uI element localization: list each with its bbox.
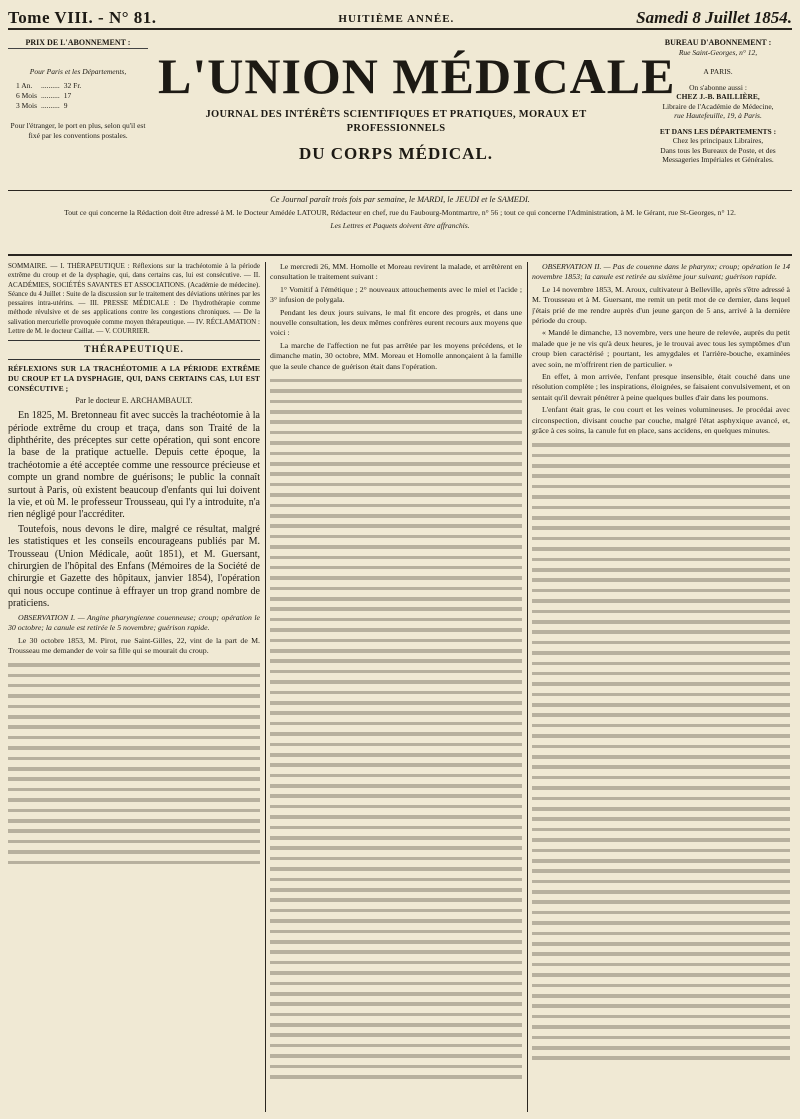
newspaper-subtitle-2: DU CORPS MÉDICAL. xyxy=(298,144,494,163)
office-line: Libraire de l'Académie de Médecine, xyxy=(662,101,774,111)
text-lines xyxy=(270,379,522,1079)
notice-schedule: Ce Journal paraît trois fois par semaine, le MARDI, le JEUDI et le SAMEDI. xyxy=(270,195,530,204)
masthead xyxy=(8,30,792,191)
article-paragraph: 1° Vomitif à l'émétique ; 2° nouveaux attouchements avec le miel et l'acide ; 3° infusion de polygala. xyxy=(270,284,522,305)
article-paragraph: Pendant les deux jours suivans, le mal fit encore des progrès, et dans une nouvelle consultation, les deux mêmes confrères eurent recours aux moyens que voici : xyxy=(270,307,522,338)
article-paragraph: Toutefois, nous devons le dire, malgré ce résultat, malgré les statistiques et les conseils encourageans publiés par M. Trousseau (Union Médicale, août 1851), et M. Guersant, chirurgien de l'hôpital des Enfans (Mémoires de la Société de chirurgie et Gazette des hôpitaux, janvier 1854), l'opération qui nous occupe continue à effrayer un trop grand nombre de praticiens. xyxy=(8,523,260,610)
column-2 xyxy=(270,262,522,1112)
article-paragraph: « Mandé le dimanche, 13 novembre, vers une heure de relevée, auprès du petit malade que je ne vis qu'à deux heures, je le trouvai avec tous les symptômes d'un croup bien caractérisé ; pourtant, les amygdales et l'arrière-bouche, examinées avec soin, ne m'offrirent rien de particulier. » xyxy=(532,328,790,369)
subscription-office xyxy=(644,38,792,165)
newspaper-page xyxy=(8,0,792,1119)
price-label: 3 Mois xyxy=(16,101,38,110)
section-heading: THÉRAPEUTIQUE. xyxy=(8,345,260,359)
title-block xyxy=(158,38,676,164)
publication-notice xyxy=(8,192,792,256)
notice-letters: Les Lettres et Paquets doivent être affranchis. xyxy=(330,221,470,230)
office-line: ET DANS LES DÉPARTEMENTS : xyxy=(659,126,777,136)
column-3 xyxy=(532,262,790,1112)
office-line: Chez les principaux Libraires, xyxy=(672,136,764,145)
prices-table xyxy=(16,81,85,111)
notice-addresses: Tout ce qui concerne la Rédaction doit être adressé à M. le Docteur Amédée LATOUR, Rédacteur en chef, rue du Faubourg-Montmartre, n° 56 ; tout ce qui concerne l'Administration, à M. le Gérant, rue St-Georges, n° 12. xyxy=(64,208,736,217)
article-byline: Par le docteur E. ARCHAMBAULT. xyxy=(75,395,193,405)
article-paragraph: En 1825, M. Bretonneau fit avec succès la trachéotomie à la période extrême du croup et traça, dans son Traité de la diphthérite, des préceptes sur cette opération, qui sont encore la base de la pratique actuelle. Depuis cette époque, la trachéotomie a été acceptée comme une ressource précieuse et compte un grand nombre de guérisons; le public la connaît surtout à Paris, où existent beaucoup d'enfants qui lui doivent la vie, et où M. le professeur Trousseau, qui l'y a introduite, n'a rien négligé pour l'accréditer. xyxy=(8,410,260,521)
price-value: 32 Fr. xyxy=(63,81,82,90)
office-heading: BUREAU D'ABONNEMENT : xyxy=(664,38,772,47)
article-paragraph: Le 14 novembre 1853, M. Aroux, cultivateur à Belleville, après s'être adressé à M. Trousseau et à M. Guersant, me remit un petit mot de ce dernier, dans lequel j'étais prié de me rendre auprès d'un jeune garçon de 5 ans, arrivé à la dernière période du croup. xyxy=(532,284,790,326)
office-line: CHEZ J.-B. BAILLIÈRE, xyxy=(676,92,760,101)
office-line: On s'abonne aussi : xyxy=(689,82,747,92)
column-1 xyxy=(8,262,260,1112)
article-paragraph: En effet, à mon arrivée, l'enfant presque insensible, était couché dans une résolution complète ; les inspirations, éloignées, se faisaient convulsivement, et on sentait qu'il devrait pénétrer à peine quelques bulles d'air dans les poumons. xyxy=(532,372,790,402)
column-rule xyxy=(265,262,266,1112)
article-paragraph: L'enfant était gras, le cou court et les veines volumineuses. Je procédai avec circonspection, divisant couche par couche, malgré l'état asphyxique avancé, et, grâce à ces soins, la canule fut en place, sans accidens, en quelques minutes. xyxy=(532,405,790,436)
newspaper-title: L'UNION MÉDICALE xyxy=(158,48,676,104)
office-city: A PARIS. xyxy=(703,67,733,76)
text-lines xyxy=(532,443,790,1060)
article-title: RÉFLEXIONS SUR LA TRACHÉOTOMIE A LA PÉRIODE EXTRÊME DU CROUP ET LA DYSPHAGIE, QUI, DANS CERTAINS CAS, LUI EST CONSÉCUTIVE ; xyxy=(8,363,260,393)
prices-heading: PRIX DE L'ABONNEMENT : xyxy=(8,38,148,49)
office-line: Messageries Impériales et Générales. xyxy=(662,155,774,164)
price-value: 9 xyxy=(63,101,68,110)
newspaper-subtitle: JOURNAL DES INTÉRÊTS SCIENTIFIQUES ET PRATIQUES, MORAUX ET PROFESSIONNELS xyxy=(205,109,587,134)
price-value: 17 xyxy=(63,91,72,100)
price-label: 1 An. xyxy=(16,81,33,90)
office-line: rue Hautefeuille, 19, à Paris. xyxy=(674,111,762,120)
price-row: 6 Mois .......... 17 xyxy=(16,91,85,101)
sommaire: SOMMAIRE. — I. THÉRAPEUTIQUE : Réflexions sur la trachéotomie à la période extrême du croup et de la dysphagie, qui, dans certains cas, lui est consécutive. — II. ACADÉMIES, SOCIÉTÉS SAVANTES ET ASSOCIATIONS. (Académie de médecine). Séance du 4 Juillet : Suite de la discussion sur le traitement des déviations utérines par les pessaires intra-utérins. — III. PRESSE MÉDICALE : De l'hydrothérapie comme méthode révulsive et de ses applications contre les congestions chroniques. — De la salivation mercurielle provoquée comme moyen thérapeutique. — IV. RÉCLAMATION : Lettre de M. le docteur Caillat. — V. COURRIER. xyxy=(8,262,260,341)
office-address: Rue Saint-Georges, n° 12, xyxy=(678,47,758,57)
prices-region: Pour Paris et les Départements, xyxy=(29,67,127,76)
article-paragraph: La marche de l'affection ne fut pas arrêtée par les moyens précédens, et le dimanche matin, 30 octobre, MM. Moreau et Homolle annonçaient à la famille que la seule chance de guérison était dans l'opération. xyxy=(270,340,522,371)
edition-year: HUITIÈME ANNÉE. xyxy=(338,13,455,25)
foreign-note: Pour l'étranger, le port en plus, selon qu'il est fixé par les conventions postales. xyxy=(10,121,146,140)
text-lines xyxy=(8,663,260,864)
office-line: Dans tous les Bureaux de Poste, et des xyxy=(660,145,776,155)
subscription-prices xyxy=(8,38,148,141)
observation-heading: OBSERVATION II. — Pas de couenne dans le pharynx; croup; opération le 14 novembre 1853; la canule est retirée au sixième jour suivant; guérison rapide. xyxy=(532,262,790,282)
price-row: 1 An. .......... 32 Fr. xyxy=(16,81,85,91)
article-paragraph: Le mercredi 26, MM. Homolle et Moreau revirent la malade, et arrêtèrent en consultation le traitement suivant : xyxy=(270,262,522,282)
article-paragraph: Le 30 octobre 1853, M. Pirot, rue Saint-Gilles, 22, vint de la part de M. Trousseau me demander de voir sa fille qui se mourait du croup. xyxy=(8,635,260,655)
price-label: 6 Mois xyxy=(16,91,38,100)
issue-date: Samedi 8 Juillet 1854. xyxy=(636,8,792,27)
observation-heading: OBSERVATION I. — Angine pharyngienne couenneuse; croup; opération le 30 octobre; la canule est retirée le 5 novembre; guérison rapide. xyxy=(8,612,260,633)
column-rule xyxy=(527,262,528,1112)
price-row: 3 Mois .......... 9 xyxy=(16,101,85,111)
top-strip xyxy=(8,6,792,30)
tome-number: Tome VIII. - N° 81. xyxy=(8,8,157,27)
